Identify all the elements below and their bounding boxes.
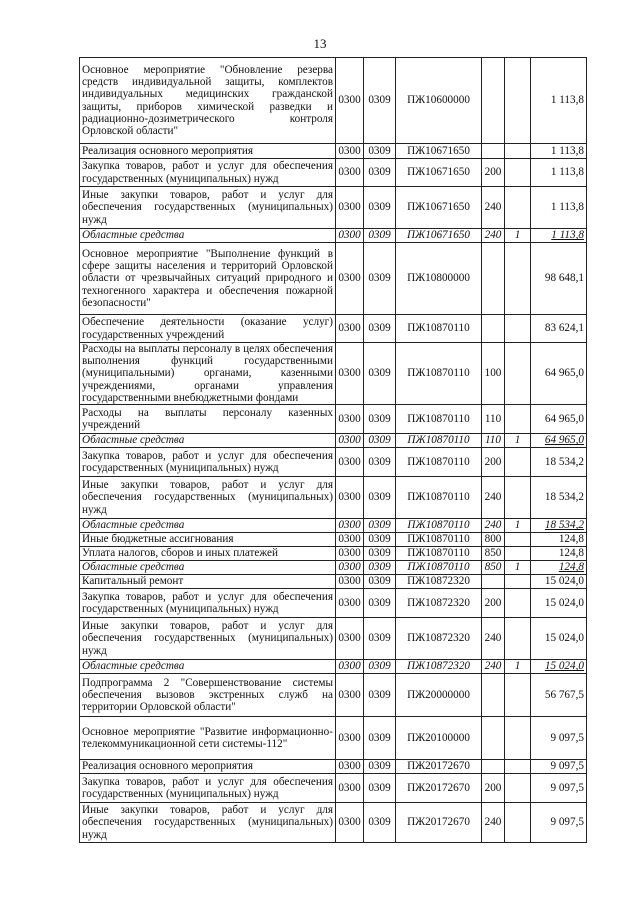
section-code-cell: 0300: [336, 58, 364, 144]
row-name-cell: Уплата налогов, сборов и иных платежей: [80, 547, 336, 561]
target-item-code-cell: ПЖ10600000: [396, 58, 482, 144]
amount-cell: 124,8: [531, 547, 587, 561]
table-row: [80, 315, 587, 343]
expense-type-code-cell: 200: [482, 774, 505, 803]
expense-type-code-cell: [482, 760, 505, 774]
target-item-code-cell: ПЖ20172670: [396, 803, 482, 843]
table-row: [80, 575, 587, 589]
subsection-code-cell: 0309: [364, 159, 396, 187]
row-name-cell: Реализация основного мероприятия: [80, 760, 336, 774]
section-code-cell: 0300: [336, 448, 364, 477]
table-row: [80, 519, 587, 533]
funding-source-cell: 1: [505, 660, 531, 674]
amount-cell: 9 097,5: [531, 717, 587, 760]
expense-type-code-cell: 110: [482, 405, 505, 434]
section-code-cell: 0300: [336, 187, 364, 229]
section-code-cell: 0300: [336, 434, 364, 448]
table-row: [80, 477, 587, 519]
target-item-code-cell: ПЖ10870110: [396, 533, 482, 547]
subsection-code-cell: 0309: [364, 660, 396, 674]
funding-source-cell: [505, 144, 531, 159]
row-name-cell: Подпрограмма 2 "Совершенствование системы обеспечения вызовов экстренных служб на территории Орловской области": [80, 674, 336, 717]
row-name-cell: Областные средства: [80, 519, 336, 533]
target-item-code-cell: ПЖ20100000: [396, 717, 482, 760]
expense-type-code-cell: [482, 144, 505, 159]
funding-source-cell: [505, 589, 531, 618]
row-name-cell: Областные средства: [80, 561, 336, 575]
expense-type-code-cell: 240: [482, 477, 505, 519]
amount-cell: 18 534,2: [531, 477, 587, 519]
section-code-cell: 0300: [336, 561, 364, 575]
funding-source-cell: [505, 547, 531, 561]
section-code-cell: 0300: [336, 547, 364, 561]
section-code-cell: 0300: [336, 589, 364, 618]
amount-cell: 15 024,0: [531, 618, 587, 660]
target-item-code-cell: ПЖ10872320: [396, 618, 482, 660]
section-code-cell: 0300: [336, 533, 364, 547]
funding-source-cell: [505, 803, 531, 843]
table-row: [80, 229, 587, 243]
funding-source-cell: [505, 159, 531, 187]
section-code-cell: 0300: [336, 243, 364, 315]
target-item-code-cell: ПЖ10870110: [396, 547, 482, 561]
section-code-cell: 0300: [336, 519, 364, 533]
table-row: [80, 760, 587, 774]
target-item-code-cell: ПЖ20000000: [396, 674, 482, 717]
amount-cell: 15 024,0: [531, 660, 587, 674]
subsection-code-cell: 0309: [364, 717, 396, 760]
target-item-code-cell: ПЖ10870110: [396, 405, 482, 434]
amount-cell: 1 113,8: [531, 144, 587, 159]
row-name-cell: Обеспечение деятельности (оказание услуг) государственных учреждений: [80, 315, 336, 343]
table-row: [80, 774, 587, 803]
expense-type-code-cell: 240: [482, 803, 505, 843]
row-name-cell: Основное мероприятие "Развитие информационно-телекоммуникационной сети системы-112": [80, 717, 336, 760]
table-row: [80, 674, 587, 717]
amount-cell: 124,8: [531, 561, 587, 575]
target-item-code-cell: ПЖ20172670: [396, 774, 482, 803]
funding-source-cell: [505, 315, 531, 343]
subsection-code-cell: 0309: [364, 618, 396, 660]
section-code-cell: 0300: [336, 618, 364, 660]
section-code-cell: 0300: [336, 674, 364, 717]
funding-source-cell: [505, 343, 531, 405]
row-name-cell: Иные закупки товаров, работ и услуг для обеспечения государственных (муниципальных) нужд: [80, 477, 336, 519]
expense-type-code-cell: 200: [482, 159, 505, 187]
table-row: [80, 717, 587, 760]
table-row: [80, 448, 587, 477]
amount-cell: 9 097,5: [531, 760, 587, 774]
funding-source-cell: 1: [505, 519, 531, 533]
target-item-code-cell: ПЖ10872320: [396, 589, 482, 618]
target-item-code-cell: ПЖ10870110: [396, 343, 482, 405]
target-item-code-cell: ПЖ10800000: [396, 243, 482, 315]
target-item-code-cell: ПЖ10870110: [396, 448, 482, 477]
funding-source-cell: [505, 187, 531, 229]
subsection-code-cell: 0309: [364, 229, 396, 243]
row-name-cell: Иные закупки товаров, работ и услуг для обеспечения государственных (муниципальных) нужд: [80, 618, 336, 660]
table-row: [80, 144, 587, 159]
subsection-code-cell: 0309: [364, 477, 396, 519]
table-row: [80, 58, 587, 144]
expense-type-code-cell: [482, 58, 505, 144]
amount-cell: 9 097,5: [531, 803, 587, 843]
expense-type-code-cell: 850: [482, 561, 505, 575]
section-code-cell: 0300: [336, 774, 364, 803]
target-item-code-cell: ПЖ10671650: [396, 144, 482, 159]
row-name-cell: Областные средства: [80, 434, 336, 448]
table-row: [80, 589, 587, 618]
subsection-code-cell: 0309: [364, 243, 396, 315]
subsection-code-cell: 0309: [364, 58, 396, 144]
expense-type-code-cell: [482, 717, 505, 760]
expense-type-code-cell: 240: [482, 660, 505, 674]
row-name-cell: Иные закупки товаров, работ и услуг для обеспечения государственных (муниципальных) нужд: [80, 187, 336, 229]
amount-cell: 1 113,8: [531, 159, 587, 187]
table-row: [80, 803, 587, 843]
section-code-cell: 0300: [336, 229, 364, 243]
subsection-code-cell: 0309: [364, 519, 396, 533]
section-code-cell: 0300: [336, 159, 364, 187]
funding-source-cell: [505, 448, 531, 477]
subsection-code-cell: 0309: [364, 760, 396, 774]
subsection-code-cell: 0309: [364, 448, 396, 477]
table-row: [80, 660, 587, 674]
expense-type-code-cell: 200: [482, 589, 505, 618]
funding-source-cell: [505, 760, 531, 774]
expense-type-code-cell: 240: [482, 229, 505, 243]
row-name-cell: Реализация основного мероприятия: [80, 144, 336, 159]
table-row: [80, 547, 587, 561]
section-code-cell: 0300: [336, 760, 364, 774]
target-item-code-cell: ПЖ10870110: [396, 519, 482, 533]
subsection-code-cell: 0309: [364, 343, 396, 405]
row-name-cell: Расходы на выплаты персоналу казенных учреждений: [80, 405, 336, 434]
expense-type-code-cell: [482, 575, 505, 589]
expense-type-code-cell: [482, 315, 505, 343]
funding-source-cell: [505, 674, 531, 717]
amount-cell: 83 624,1: [531, 315, 587, 343]
expense-type-code-cell: 240: [482, 187, 505, 229]
funding-source-cell: [505, 533, 531, 547]
target-item-code-cell: ПЖ10870110: [396, 434, 482, 448]
table-row: [80, 434, 587, 448]
row-name-cell: Областные средства: [80, 660, 336, 674]
amount-cell: 98 648,1: [531, 243, 587, 315]
section-code-cell: 0300: [336, 717, 364, 760]
amount-cell: 15 024,0: [531, 575, 587, 589]
amount-cell: 18 534,2: [531, 519, 587, 533]
row-name-cell: Основное мероприятие "Выполнение функций в сфере защиты населения и территорий Орловской области от чрезвычайных ситуаций природного и техногенного характера и обеспечения пожарной безопасности": [80, 243, 336, 315]
expense-type-code-cell: 850: [482, 547, 505, 561]
row-name-cell: Закупка товаров, работ и услуг для обеспечения государственных (муниципальных) нужд: [80, 589, 336, 618]
table-body: [80, 58, 587, 843]
expense-type-code-cell: [482, 674, 505, 717]
funding-source-cell: [505, 243, 531, 315]
subsection-code-cell: 0309: [364, 533, 396, 547]
expense-type-code-cell: 110: [482, 434, 505, 448]
table-row: [80, 618, 587, 660]
subsection-code-cell: 0309: [364, 405, 396, 434]
funding-source-cell: 1: [505, 434, 531, 448]
target-item-code-cell: ПЖ10671650: [396, 229, 482, 243]
expense-type-code-cell: 800: [482, 533, 505, 547]
subsection-code-cell: 0309: [364, 315, 396, 343]
section-code-cell: 0300: [336, 803, 364, 843]
subsection-code-cell: 0309: [364, 547, 396, 561]
amount-cell: 9 097,5: [531, 774, 587, 803]
table-row: [80, 159, 587, 187]
amount-cell: 64 965,0: [531, 434, 587, 448]
row-name-cell: Иные бюджетные ассигнования: [80, 533, 336, 547]
table-row: [80, 187, 587, 229]
row-name-cell: Основное мероприятие "Обновление резерва средств индивидуальной защиты, комплектов индивидуальных медицинских гражданской защиты, приборов химической разведки и радиационно-дозиметрического контроля Орловской области": [80, 58, 336, 144]
amount-cell: 1 113,8: [531, 187, 587, 229]
funding-source-cell: [505, 717, 531, 760]
row-name-cell: Областные средства: [80, 229, 336, 243]
row-name-cell: Капитальный ремонт: [80, 575, 336, 589]
funding-source-cell: [505, 618, 531, 660]
row-name-cell: Расходы на выплаты персоналу в целях обеспечения выполнения функций государственными (муниципальными) органами, казенными учреждениями, органами управления государственными внебюджетными фондами: [80, 343, 336, 405]
section-code-cell: 0300: [336, 660, 364, 674]
target-item-code-cell: ПЖ10870110: [396, 477, 482, 519]
funding-source-cell: [505, 575, 531, 589]
section-code-cell: 0300: [336, 343, 364, 405]
expense-type-code-cell: [482, 243, 505, 315]
section-code-cell: 0300: [336, 477, 364, 519]
row-name-cell: Закупка товаров, работ и услуг для обеспечения государственных (муниципальных) нужд: [80, 159, 336, 187]
expense-type-code-cell: 240: [482, 618, 505, 660]
section-code-cell: 0300: [336, 144, 364, 159]
row-name-cell: Закупка товаров, работ и услуг для обеспечения государственных (муниципальных) нужд: [80, 774, 336, 803]
subsection-code-cell: 0309: [364, 575, 396, 589]
expense-type-code-cell: 200: [482, 448, 505, 477]
target-item-code-cell: ПЖ10870110: [396, 315, 482, 343]
subsection-code-cell: 0309: [364, 803, 396, 843]
subsection-code-cell: 0309: [364, 144, 396, 159]
target-item-code-cell: ПЖ10872320: [396, 575, 482, 589]
target-item-code-cell: ПЖ10671650: [396, 159, 482, 187]
expense-type-code-cell: 100: [482, 343, 505, 405]
table-row: [80, 561, 587, 575]
target-item-code-cell: ПЖ20172670: [396, 760, 482, 774]
amount-cell: 18 534,2: [531, 448, 587, 477]
subsection-code-cell: 0309: [364, 589, 396, 618]
subsection-code-cell: 0309: [364, 774, 396, 803]
amount-cell: 64 965,0: [531, 343, 587, 405]
row-name-cell: Иные закупки товаров, работ и услуг для обеспечения государственных (муниципальных) нужд: [80, 803, 336, 843]
subsection-code-cell: 0309: [364, 187, 396, 229]
amount-cell: 64 965,0: [531, 405, 587, 434]
funding-source-cell: [505, 774, 531, 803]
funding-source-cell: [505, 477, 531, 519]
target-item-code-cell: ПЖ10870110: [396, 561, 482, 575]
funding-source-cell: 1: [505, 561, 531, 575]
section-code-cell: 0300: [336, 405, 364, 434]
amount-cell: 1 113,8: [531, 58, 587, 144]
table-row: [80, 533, 587, 547]
budget-table: [79, 57, 587, 843]
section-code-cell: 0300: [336, 575, 364, 589]
table-row: [80, 243, 587, 315]
table-row: [80, 405, 587, 434]
amount-cell: 56 767,5: [531, 674, 587, 717]
funding-source-cell: 1: [505, 229, 531, 243]
page-number: 13: [313, 36, 327, 51]
funding-source-cell: [505, 405, 531, 434]
table-row: [80, 343, 587, 405]
expense-type-code-cell: 240: [482, 519, 505, 533]
amount-cell: 1 113,8: [531, 229, 587, 243]
target-item-code-cell: ПЖ10671650: [396, 187, 482, 229]
target-item-code-cell: ПЖ10872320: [396, 660, 482, 674]
section-code-cell: 0300: [336, 315, 364, 343]
subsection-code-cell: 0309: [364, 674, 396, 717]
funding-source-cell: [505, 58, 531, 144]
row-name-cell: Закупка товаров, работ и услуг для обеспечения государственных (муниципальных) нужд: [80, 448, 336, 477]
subsection-code-cell: 0309: [364, 434, 396, 448]
amount-cell: 124,8: [531, 533, 587, 547]
subsection-code-cell: 0309: [364, 561, 396, 575]
amount-cell: 15 024,0: [531, 589, 587, 618]
